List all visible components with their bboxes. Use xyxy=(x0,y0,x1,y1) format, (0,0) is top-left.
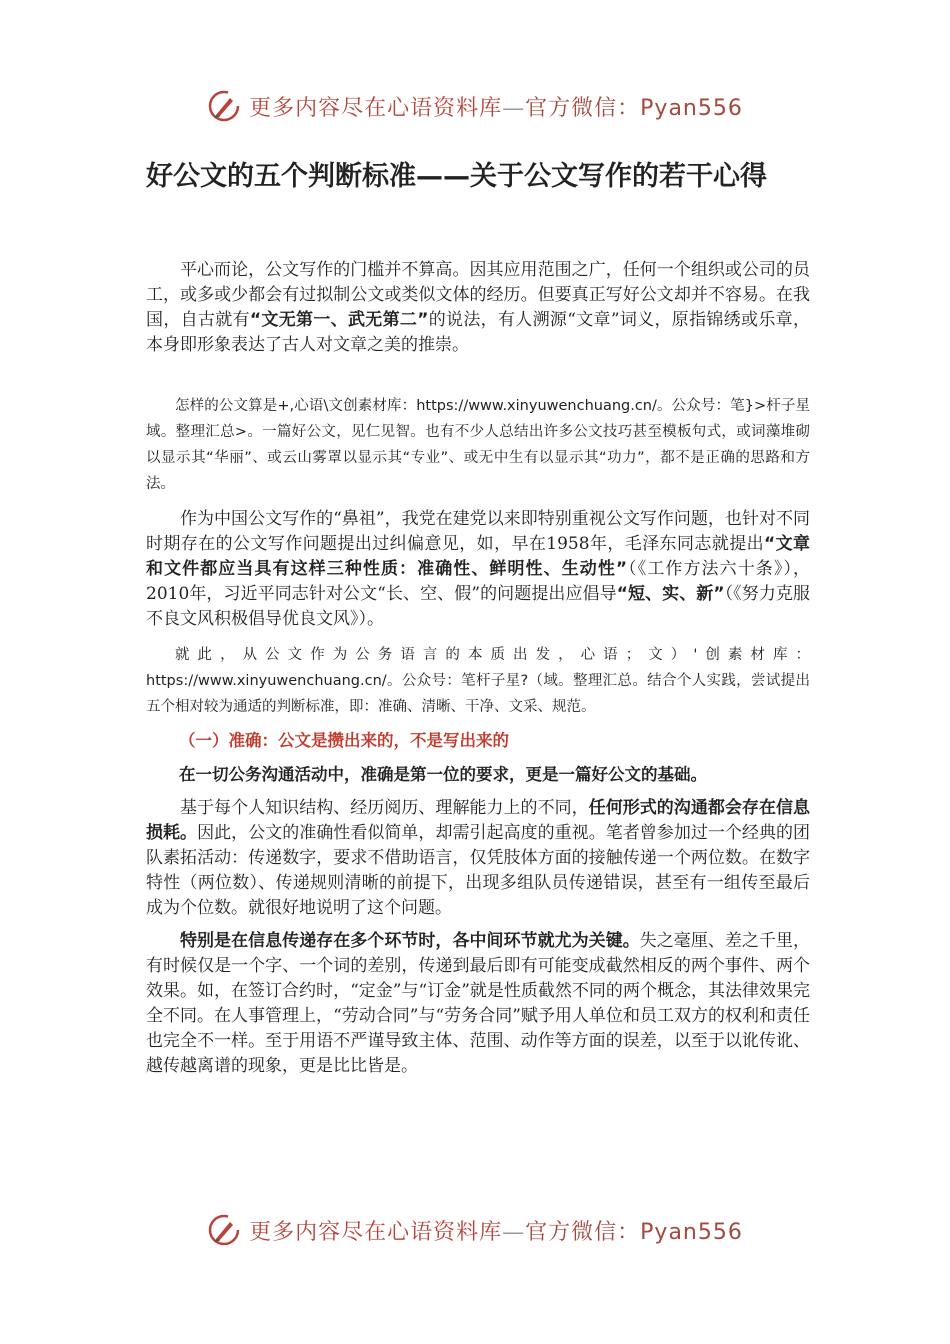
paragraph-information-loss: 基于每个人知识结构、经历阅历、理解能力上的不同，任何形式的沟通都会存在信息损耗。因此，公文的准确性看似简单，却需引起高度的重视。笔者曾参加过一个经典的团队素拓活动：传递数字，要求不借助语言，仅凭肢体方面的接触传递一个两位数。在数字特性（两位数）、传递规则清晰的前提下，出现多组队员传递错误，甚至有一组传至最后成为个位数。就很好地说明了这个问题。 xyxy=(146,798,811,918)
paragraph-history: 作为中国公文写作的“鼻祖”，我党在建党以来即特别重视公文写作问题，也针对不同时期存在的公文写作问题提出过纠偏意见，如，早在1958年，毛泽东同志就提出“文章和文件都应当具有这样三种性质：准确性、鲜明性、生动性”（《工作方法六十条》），2010年，习近平同志针对公文“长、空、假”的问题提出应倡导“短、实、新”（《努力克服不良文风积极倡导优良文风》）。 xyxy=(146,509,811,629)
brush-logo-icon xyxy=(207,1213,241,1247)
paragraph-intro: 平心而论，公文写作的门槛并不算高。因其应用范围之广，任何一个组织或公司的员工，或多或少都会有过拟制公文或类似文体的经历。但要真正写好公文却并不容易。在我国，自古就有“文无第一、武无第二”的说法，有人溯源“文章”词义，原指锦绣或乐章，本身即形象表达了古人对文章之美的推崇。 xyxy=(146,260,810,355)
paragraph-intermediate-links: 特别是在信息传递存在多个环节时，各中间环节就尤为关键。失之毫厘、差之千里，有时候仅是一个字、一个词的差别，传递到最后即有可能变成截然相反的两个事件、两个效果。如，在签订合约时，“定金”与“订金”就是性质截然不同的两个概念，其法律效果完全不同。在人事管理上，“劳动合同”与“劳务合同”赋予用人单位和员工双方的权利和责任也完全不一样。至于用语不严谨导致主体、范围、动作等方面的误差，以至于以讹传讹、越传越离谱的现象，更是比比皆是。 xyxy=(146,931,810,1076)
banner-text: 更多内容尽在心语资料库—官方微信：Pyan556 xyxy=(249,95,743,121)
paragraph-five-standards: 就此，从公文作为公务语言的本质出发，心语；文）'创素材库：https://www.xinyuwenchuang.cn/。公众号：笔杆子星?（域。整理汇总。结合个人实践，尝试提出五个相对较为通适的判断标准，即：准确、清晰、干净、文采、规范。 xyxy=(146,647,810,715)
document-title: 好公文的五个判断标准——关于公文写作的若干心得 xyxy=(146,161,767,192)
banner-text: 更多内容尽在心语资料库—官方微信：Pyan556 xyxy=(249,1219,743,1245)
paragraph-accuracy-lead: 在一切公务沟通活动中，准确是第一位的要求，更是一篇好公文的基础。 xyxy=(179,765,707,784)
footer-banner xyxy=(0,1210,950,1250)
section-heading-accuracy: （一）准确：公文是攒出来的，不是写出来的 xyxy=(179,731,509,750)
header-banner xyxy=(0,86,950,126)
brush-logo-icon xyxy=(207,89,241,123)
document-body xyxy=(146,258,810,1079)
paragraph-good-document: 怎样的公文算是+,心语\文创素材库：https://www.xinyuwenchuang.cn/。公众号：笔}>杆子星域。整理汇总>。一篇好公文，见仁见智。也有不少人总结出许多公文技巧甚至模板句式，或词藻堆砌以显示其“华丽”、或云山雾罩以显示其“专业”、或无中生有以显示其“功力”，都不是正确的思路和方法。 xyxy=(146,398,810,492)
